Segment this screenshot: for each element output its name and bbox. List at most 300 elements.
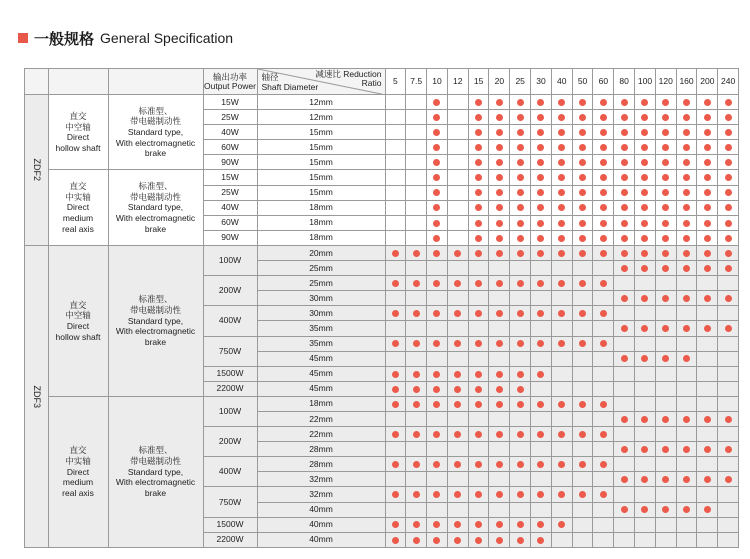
ratio-cell bbox=[676, 517, 697, 532]
available-dot-icon bbox=[558, 204, 565, 211]
ratio-cell bbox=[427, 306, 448, 321]
ratio-cell bbox=[385, 366, 406, 381]
ratio-cell bbox=[635, 457, 656, 472]
ratio-cell bbox=[718, 230, 739, 245]
available-dot-icon bbox=[433, 401, 440, 408]
ratio-cell bbox=[489, 185, 510, 200]
ratio-cell bbox=[718, 215, 739, 230]
ratio-header: 100 bbox=[635, 69, 656, 95]
ratio-cell bbox=[510, 200, 531, 215]
available-dot-icon bbox=[579, 340, 586, 347]
shaft-diameter-cell: 32mm bbox=[257, 472, 385, 487]
available-dot-icon bbox=[558, 401, 565, 408]
ratio-cell bbox=[447, 532, 468, 547]
ratio-cell bbox=[718, 351, 739, 366]
ratio-cell bbox=[676, 200, 697, 215]
ratio-cell bbox=[593, 381, 614, 396]
available-dot-icon bbox=[454, 401, 461, 408]
available-dot-icon bbox=[537, 340, 544, 347]
ratio-cell bbox=[572, 381, 593, 396]
ratio-cell bbox=[676, 215, 697, 230]
shaft-diameter-cell: 28mm bbox=[257, 442, 385, 457]
available-dot-icon bbox=[579, 204, 586, 211]
ratio-cell bbox=[635, 487, 656, 502]
available-dot-icon bbox=[433, 129, 440, 136]
output-power-cell: 2200W bbox=[203, 381, 257, 396]
available-dot-icon bbox=[662, 159, 669, 166]
available-dot-icon bbox=[517, 129, 524, 136]
ratio-cell bbox=[427, 472, 448, 487]
available-dot-icon bbox=[496, 250, 503, 257]
available-dot-icon bbox=[558, 491, 565, 498]
ratio-cell bbox=[447, 472, 468, 487]
ratio-cell bbox=[385, 291, 406, 306]
ratio-cell bbox=[635, 502, 656, 517]
ratio-cell bbox=[655, 396, 676, 411]
ratio-cell bbox=[676, 336, 697, 351]
available-dot-icon bbox=[496, 189, 503, 196]
ratio-cell bbox=[551, 457, 572, 472]
ratio-cell bbox=[551, 245, 572, 260]
ratio-cell bbox=[447, 396, 468, 411]
ratio-cell bbox=[531, 381, 552, 396]
ratio-cell bbox=[406, 336, 427, 351]
ratio-cell bbox=[655, 245, 676, 260]
available-dot-icon bbox=[433, 371, 440, 378]
shaft-diameter-cell: 22mm bbox=[257, 411, 385, 426]
available-dot-icon bbox=[537, 204, 544, 211]
ratio-cell bbox=[406, 427, 427, 442]
header-output-power bbox=[203, 69, 257, 95]
available-dot-icon bbox=[517, 99, 524, 106]
ratio-cell bbox=[468, 517, 489, 532]
ratio-cell bbox=[468, 396, 489, 411]
available-dot-icon bbox=[641, 235, 648, 242]
available-dot-icon bbox=[433, 204, 440, 211]
ratio-cell bbox=[697, 291, 718, 306]
available-dot-icon bbox=[621, 174, 628, 181]
available-dot-icon bbox=[704, 99, 711, 106]
available-dot-icon bbox=[433, 114, 440, 121]
ratio-cell bbox=[593, 366, 614, 381]
available-dot-icon bbox=[413, 386, 420, 393]
type-en: Standard type, With electromagnetic brake bbox=[115, 315, 196, 347]
available-dot-icon bbox=[517, 189, 524, 196]
type-en: Standard type, With electromagnetic brake bbox=[115, 466, 196, 498]
available-dot-icon bbox=[537, 144, 544, 151]
ratio-cell bbox=[655, 487, 676, 502]
ratio-cell bbox=[468, 532, 489, 547]
ratio-cell bbox=[406, 200, 427, 215]
ratio-cell bbox=[718, 306, 739, 321]
ratio-cell bbox=[510, 351, 531, 366]
ratio-cell bbox=[676, 502, 697, 517]
ratio-cell bbox=[468, 110, 489, 125]
available-dot-icon bbox=[600, 99, 607, 106]
available-dot-icon bbox=[725, 295, 732, 302]
available-dot-icon bbox=[621, 476, 628, 483]
available-dot-icon bbox=[392, 431, 399, 438]
table-row bbox=[25, 170, 739, 185]
ratio-cell bbox=[447, 140, 468, 155]
available-dot-icon bbox=[475, 431, 482, 438]
ratio-cell bbox=[614, 457, 635, 472]
ratio-cell bbox=[531, 110, 552, 125]
output-power-cell: 40W bbox=[203, 200, 257, 215]
ratio-cell bbox=[427, 336, 448, 351]
available-dot-icon bbox=[725, 446, 732, 453]
ratio-cell bbox=[655, 427, 676, 442]
ratio-cell bbox=[510, 381, 531, 396]
available-dot-icon bbox=[600, 461, 607, 468]
available-dot-icon bbox=[517, 159, 524, 166]
available-dot-icon bbox=[641, 174, 648, 181]
available-dot-icon bbox=[600, 280, 607, 287]
available-dot-icon bbox=[579, 280, 586, 287]
available-dot-icon bbox=[641, 189, 648, 196]
axis-en: Direct hollow shaft bbox=[55, 132, 101, 153]
ratio-cell bbox=[676, 170, 697, 185]
shaft-diameter-cell: 28mm bbox=[257, 457, 385, 472]
ratio-cell bbox=[635, 215, 656, 230]
available-dot-icon bbox=[475, 340, 482, 347]
ratio-cell bbox=[489, 336, 510, 351]
axis-cn: 直交 中空轴 bbox=[65, 110, 91, 132]
ratio-cell bbox=[385, 472, 406, 487]
shaft-diameter-cell: 40mm bbox=[257, 502, 385, 517]
ratio-header: 80 bbox=[614, 69, 635, 95]
available-dot-icon bbox=[537, 220, 544, 227]
ratio-cell bbox=[489, 155, 510, 170]
output-power-cell: 15W bbox=[203, 170, 257, 185]
ratio-cell bbox=[531, 245, 552, 260]
ratio-cell bbox=[551, 411, 572, 426]
available-dot-icon bbox=[600, 250, 607, 257]
ratio-cell bbox=[489, 442, 510, 457]
ratio-cell bbox=[468, 366, 489, 381]
ratio-cell bbox=[510, 215, 531, 230]
shaft-diameter-cell: 18mm bbox=[257, 200, 385, 215]
ratio-cell bbox=[614, 381, 635, 396]
header-ratio-cn: 减速比 bbox=[315, 69, 341, 79]
ratio-cell bbox=[593, 170, 614, 185]
available-dot-icon bbox=[537, 114, 544, 121]
ratio-cell bbox=[676, 110, 697, 125]
shaft-diameter-cell: 30mm bbox=[257, 291, 385, 306]
ratio-cell bbox=[385, 457, 406, 472]
ratio-cell bbox=[510, 155, 531, 170]
ratio-cell bbox=[718, 487, 739, 502]
ratio-cell bbox=[531, 411, 552, 426]
axis-en: Direct medium real axis bbox=[62, 466, 94, 498]
ratio-cell bbox=[427, 351, 448, 366]
available-dot-icon bbox=[454, 431, 461, 438]
ratio-cell bbox=[593, 457, 614, 472]
available-dot-icon bbox=[392, 461, 399, 468]
ratio-cell bbox=[551, 306, 572, 321]
available-dot-icon bbox=[413, 491, 420, 498]
ratio-cell bbox=[572, 276, 593, 291]
ratio-cell bbox=[635, 381, 656, 396]
ratio-cell bbox=[406, 457, 427, 472]
available-dot-icon bbox=[558, 461, 565, 468]
ratio-cell bbox=[447, 411, 468, 426]
spec-table bbox=[24, 68, 739, 548]
ratio-cell bbox=[614, 261, 635, 276]
ratio-cell bbox=[697, 517, 718, 532]
ratio-cell bbox=[676, 125, 697, 140]
ratio-cell bbox=[385, 517, 406, 532]
available-dot-icon bbox=[454, 386, 461, 393]
ratio-cell bbox=[676, 381, 697, 396]
available-dot-icon bbox=[662, 235, 669, 242]
ratio-cell bbox=[593, 472, 614, 487]
ratio-cell bbox=[447, 306, 468, 321]
available-dot-icon bbox=[392, 250, 399, 257]
ratio-cell bbox=[531, 276, 552, 291]
output-power-cell: 40W bbox=[203, 125, 257, 140]
ratio-cell bbox=[635, 261, 656, 276]
ratio-cell bbox=[489, 487, 510, 502]
ratio-cell bbox=[510, 291, 531, 306]
ratio-cell bbox=[551, 200, 572, 215]
available-dot-icon bbox=[725, 99, 732, 106]
ratio-cell bbox=[593, 215, 614, 230]
ratio-cell bbox=[531, 185, 552, 200]
ratio-cell bbox=[385, 442, 406, 457]
ratio-cell bbox=[427, 95, 448, 110]
shaft-diameter-cell: 32mm bbox=[257, 487, 385, 502]
ratio-header: 50 bbox=[572, 69, 593, 95]
ratio-cell bbox=[510, 276, 531, 291]
available-dot-icon bbox=[413, 537, 420, 544]
ratio-cell bbox=[406, 261, 427, 276]
available-dot-icon bbox=[683, 506, 690, 513]
ratio-cell bbox=[572, 472, 593, 487]
available-dot-icon bbox=[725, 250, 732, 257]
available-dot-icon bbox=[662, 204, 669, 211]
ratio-cell bbox=[406, 351, 427, 366]
shaft-diameter-cell: 35mm bbox=[257, 321, 385, 336]
ratio-cell bbox=[427, 245, 448, 260]
ratio-cell bbox=[718, 200, 739, 215]
available-dot-icon bbox=[517, 491, 524, 498]
available-dot-icon bbox=[413, 371, 420, 378]
header-power-cn: 输出功率 bbox=[212, 71, 247, 82]
ratio-cell bbox=[427, 321, 448, 336]
ratio-cell bbox=[697, 472, 718, 487]
ratio-cell bbox=[676, 442, 697, 457]
available-dot-icon bbox=[413, 401, 420, 408]
output-power-cell: 100W bbox=[203, 396, 257, 426]
ratio-cell bbox=[551, 261, 572, 276]
ratio-cell bbox=[551, 472, 572, 487]
ratio-cell bbox=[489, 351, 510, 366]
available-dot-icon bbox=[475, 235, 482, 242]
ratio-header: 25 bbox=[510, 69, 531, 95]
ratio-cell bbox=[676, 366, 697, 381]
ratio-cell bbox=[468, 487, 489, 502]
output-power-cell: 90W bbox=[203, 155, 257, 170]
ratio-cell bbox=[385, 125, 406, 140]
available-dot-icon bbox=[517, 401, 524, 408]
shaft-diameter-cell: 12mm bbox=[257, 95, 385, 110]
shaft-diameter-cell: 20mm bbox=[257, 245, 385, 260]
ratio-cell bbox=[572, 427, 593, 442]
ratio-cell bbox=[676, 411, 697, 426]
available-dot-icon bbox=[621, 265, 628, 272]
available-dot-icon bbox=[683, 235, 690, 242]
ratio-cell bbox=[676, 321, 697, 336]
ratio-cell bbox=[531, 396, 552, 411]
ratio-cell bbox=[572, 351, 593, 366]
ratio-cell bbox=[427, 457, 448, 472]
shaft-diameter-cell: 15mm bbox=[257, 155, 385, 170]
ratio-cell bbox=[635, 291, 656, 306]
ratio-cell bbox=[447, 185, 468, 200]
ratio-cell bbox=[406, 185, 427, 200]
ratio-cell bbox=[551, 276, 572, 291]
available-dot-icon bbox=[662, 295, 669, 302]
ratio-cell bbox=[676, 306, 697, 321]
available-dot-icon bbox=[475, 371, 482, 378]
available-dot-icon bbox=[454, 280, 461, 287]
available-dot-icon bbox=[496, 99, 503, 106]
ratio-cell bbox=[635, 245, 656, 260]
ratio-cell bbox=[489, 95, 510, 110]
output-power-cell: 200W bbox=[203, 276, 257, 306]
ratio-header: 5 bbox=[385, 69, 406, 95]
available-dot-icon bbox=[392, 401, 399, 408]
available-dot-icon bbox=[496, 174, 503, 181]
available-dot-icon bbox=[600, 144, 607, 151]
ratio-cell bbox=[510, 140, 531, 155]
type-cn: 标准型、 带电磁制动性 bbox=[129, 294, 181, 315]
available-dot-icon bbox=[621, 129, 628, 136]
ratio-cell bbox=[718, 457, 739, 472]
ratio-cell bbox=[614, 517, 635, 532]
ratio-cell bbox=[635, 336, 656, 351]
ratio-cell bbox=[468, 245, 489, 260]
available-dot-icon bbox=[621, 220, 628, 227]
ratio-cell bbox=[531, 457, 552, 472]
ratio-cell bbox=[406, 155, 427, 170]
available-dot-icon bbox=[392, 371, 399, 378]
available-dot-icon bbox=[413, 250, 420, 257]
available-dot-icon bbox=[600, 129, 607, 136]
available-dot-icon bbox=[537, 310, 544, 317]
available-dot-icon bbox=[496, 401, 503, 408]
output-power-cell: 1500W bbox=[203, 517, 257, 532]
ratio-cell bbox=[572, 306, 593, 321]
available-dot-icon bbox=[704, 446, 711, 453]
available-dot-icon bbox=[454, 310, 461, 317]
available-dot-icon bbox=[725, 204, 732, 211]
shaft-diameter-cell: 22mm bbox=[257, 427, 385, 442]
available-dot-icon bbox=[704, 265, 711, 272]
type-en: Standard type, With electromagnetic brake bbox=[115, 202, 196, 234]
axis-type-cell bbox=[48, 396, 108, 547]
available-dot-icon bbox=[662, 174, 669, 181]
ratio-cell bbox=[551, 351, 572, 366]
ratio-cell bbox=[593, 230, 614, 245]
available-dot-icon bbox=[537, 129, 544, 136]
ratio-cell bbox=[572, 185, 593, 200]
ratio-cell bbox=[406, 532, 427, 547]
available-dot-icon bbox=[496, 521, 503, 528]
ratio-cell bbox=[427, 396, 448, 411]
axis-cn: 直交 中实轴 bbox=[65, 445, 91, 466]
ratio-cell bbox=[593, 306, 614, 321]
ratio-header: 7.5 bbox=[406, 69, 427, 95]
ratio-cell bbox=[447, 95, 468, 110]
ratio-cell bbox=[697, 200, 718, 215]
ratio-cell bbox=[427, 110, 448, 125]
available-dot-icon bbox=[517, 371, 524, 378]
ratio-cell bbox=[489, 110, 510, 125]
ratio-cell bbox=[655, 517, 676, 532]
available-dot-icon bbox=[537, 235, 544, 242]
ratio-cell bbox=[718, 366, 739, 381]
ratio-cell bbox=[447, 487, 468, 502]
ratio-cell bbox=[593, 125, 614, 140]
ratio-cell bbox=[655, 321, 676, 336]
available-dot-icon bbox=[475, 174, 482, 181]
ratio-cell bbox=[635, 200, 656, 215]
ratio-cell bbox=[510, 396, 531, 411]
ratio-cell bbox=[718, 396, 739, 411]
ratio-cell bbox=[676, 472, 697, 487]
shaft-diameter-cell: 18mm bbox=[257, 230, 385, 245]
ratio-cell bbox=[614, 215, 635, 230]
ratio-cell bbox=[697, 230, 718, 245]
available-dot-icon bbox=[475, 144, 482, 151]
available-dot-icon bbox=[433, 250, 440, 257]
available-dot-icon bbox=[621, 114, 628, 121]
available-dot-icon bbox=[413, 340, 420, 347]
ratio-cell bbox=[489, 366, 510, 381]
ratio-cell bbox=[593, 200, 614, 215]
ratio-cell bbox=[531, 442, 552, 457]
output-power-cell: 400W bbox=[203, 306, 257, 336]
ratio-cell bbox=[718, 95, 739, 110]
ratio-cell bbox=[489, 427, 510, 442]
ratio-cell bbox=[655, 502, 676, 517]
header-blank-series bbox=[25, 69, 49, 95]
ratio-cell bbox=[572, 200, 593, 215]
available-dot-icon bbox=[683, 325, 690, 332]
ratio-cell bbox=[635, 125, 656, 140]
ratio-cell bbox=[614, 245, 635, 260]
ratio-cell bbox=[697, 396, 718, 411]
ratio-cell bbox=[385, 411, 406, 426]
ratio-cell bbox=[676, 185, 697, 200]
ratio-cell bbox=[718, 532, 739, 547]
motor-type-cell bbox=[108, 170, 203, 245]
available-dot-icon bbox=[662, 476, 669, 483]
ratio-cell bbox=[718, 442, 739, 457]
ratio-cell bbox=[572, 411, 593, 426]
available-dot-icon bbox=[537, 371, 544, 378]
header-blank-axis bbox=[48, 69, 108, 95]
ratio-cell bbox=[551, 185, 572, 200]
available-dot-icon bbox=[433, 386, 440, 393]
available-dot-icon bbox=[704, 204, 711, 211]
available-dot-icon bbox=[496, 537, 503, 544]
available-dot-icon bbox=[683, 476, 690, 483]
axis-cn: 直交 中实轴 bbox=[65, 181, 91, 202]
ratio-cell bbox=[489, 532, 510, 547]
